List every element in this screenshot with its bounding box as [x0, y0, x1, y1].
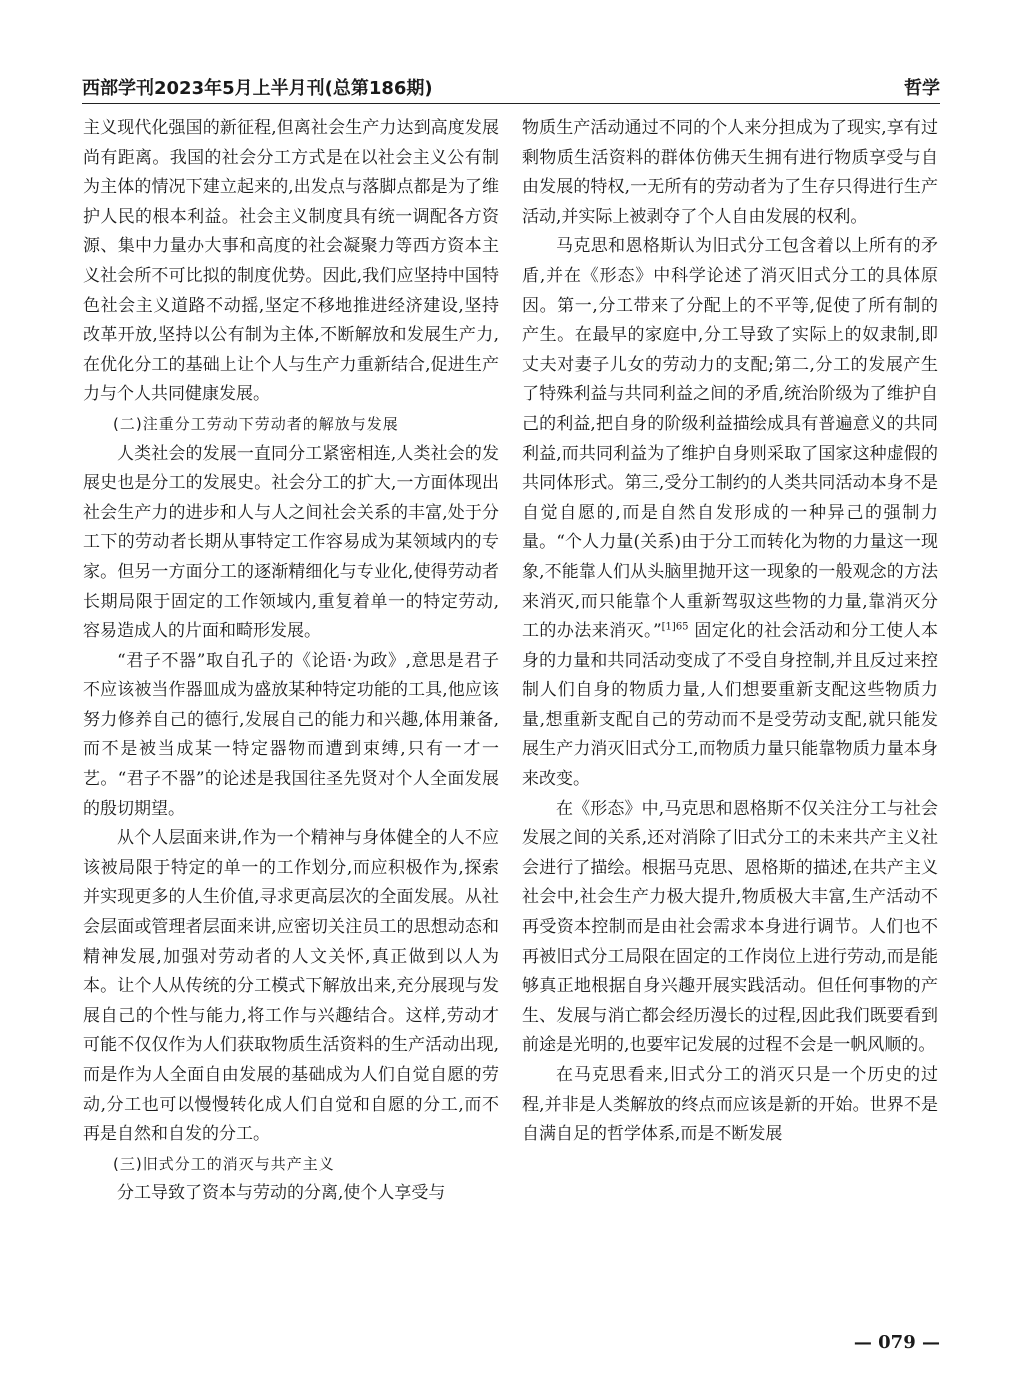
paragraph: 从个人层面来讲,作为一个精神与身体健全的人不应该被局限于特定的单一的工作划分,而应积极作为,探索并实现更多的人生价值,寻求更高层次的全面发展。从社会层面或管理者层面来讲,应密切关注员工的思想动态和精神发展,加强对劳动者的人文关怀,真正做到以人为本。让个人从传统的分工模式下解放出来,充分展现与发展自己的个性与能力,将工作与兴趣结合。这样,劳动才可能不仅仅作为人们获取物质生活资料的生产活动出现,而是作为人全面自由发展的基础成为人们自觉自愿的劳动,分工也可以慢慢转化成人们自觉和自愿的分工,而不再是自然和自发的分工。: [83, 828, 499, 1145]
paragraph: “君子不器”取自孔子的《论语·为政》,意思是君子不应该被当作器皿成为盛放某种特定功能的工具,他应该努力修养自己的德行,发展自己的能力和兴趣,体用兼备,而不是被当成某一特定器物而遭到束缚,只有一才一艺。“君子不器”的论述是我国往圣先贤对个人全面发展的殷切期望。: [83, 650, 499, 819]
paragraph: 分工导致了资本与劳动的分离,使个人享受与: [117, 1183, 446, 1204]
paragraph-text: 马克思和恩格斯认为旧式分工包含着以上所有的矛盾,并在《形态》中科学论述了消灭旧式分工的具体原因。第一,分工带来了分配上的不平等,促使了所有制的产生。在最早的家庭中,分工导致了实际上的奴隶制,即丈夫对妻子儿女的劳动力的支配;第二,分工的发展产生了特殊利益与共同利益之间的矛盾,统治阶级为了维护自己的利益,把自身的阶级利益描绘成具有普遍意义的共同利益,而共同利益为了维护自身则采取了国家这种虚假的共同体形式。第三,受分工制约的人类共同活动本身不是自觉自愿的,而是自然自发形成的一种异己的强制力量。“个人力量(关系)由于分工而转化为物的力量这一现象,不能靠人们从头脑里抛开这一现象的一般观念的方法来消灭,而只能靠个人重新驾驭这些物的力量,靠消灭分工的办法来消灭。”: [522, 236, 938, 642]
paragraph-text: 固定化的社会活动和分工使人本身的力量和共同活动变成了不受自身控制,并且反过来控制人们自身的物质力量,人们想要重新支配这些物质力量,想重新支配自己的劳动而不是受劳动支配,就只能发展生产力消灭旧式分工,而物质力量只能靠物质力量本身来改变。: [522, 621, 938, 790]
left-column: [83, 114, 499, 1209]
journal-title: 西部学刊2023年5月上半月刊(总第186期): [82, 78, 433, 99]
header-rule: [82, 103, 940, 104]
running-header: [82, 72, 940, 100]
right-column: [522, 114, 938, 1150]
section-label: 哲学: [904, 78, 940, 99]
paragraph: [522, 232, 938, 794]
section-heading: (三)旧式分工的消灭与共产主义: [113, 1154, 335, 1173]
page-number: — 079 —: [853, 1332, 940, 1353]
section-heading: (二)注重分工劳动下劳动者的解放与发展: [113, 414, 399, 433]
paragraph: 在《形态》中,马克思和恩格斯不仅关注分工与社会发展之间的关系,还对消除了旧式分工的未来共产主义社会进行了描绘。根据马克思、恩格斯的描述,在共产主义社会中,社会生产力极大提升,物质极大丰富,生产活动不再受资本控制而是由社会需求本身进行调节。人们也不再被旧式分工局限在固定的工作岗位上进行劳动,而是能够真正地根据自身兴趣开展实践活动。但任何事物的产生、发展与消亡都会经历漫长的过程,因此我们既要看到前途是光明的,也要牢记发展的过程不会是一帆风顺的。: [522, 798, 938, 1056]
paragraph: 在马克思看来,旧式分工的消灭只是一个历史的过程,并非是人类解放的终点而应该是新的开始。世界不是自满自足的哲学体系,而是不断发展: [522, 1065, 938, 1145]
citation: [1]65: [661, 621, 689, 633]
paragraph: 物质生产活动通过不同的个人来分担成为了现实,享有过剩物质生活资料的群体仿佛天生拥有进行物质享受与自由发展的特权,一无所有的劳动者为了生存只得进行生产活动,并实际上被剥夺了个人自由发展的权利。: [522, 118, 938, 227]
paragraph: 主义现代化强国的新征程,但离社会生产力达到高度发展尚有距离。我国的社会分工方式是在以社会主义公有制为主体的情况下建立起来的,出发点与落脚点都是为了维护人民的根本利益。社会主义制度具有统一调配各方资源、集中力量办大事和高度的社会凝聚力等西方资本主义社会所不可比拟的制度优势。因此,我们应坚持中国特色社会主义道路不动摇,坚定不移地推进经济建设,坚持改革开放,坚持以公有制为主体,不断解放和发展生产力,在优化分工的基础上让个人与生产力重新结合,促进生产力与个人共同健康发展。: [83, 118, 499, 405]
paragraph: 人类社会的发展一直同分工紧密相连,人类社会的发展史也是分工的发展史。社会分工的扩大,一方面体现出社会生产力的进步和人与人之间社会关系的丰富,处于分工下的劳动者长期从事特定工作容易成为某领域内的专家。但另一方面分工的逐渐精细化与专业化,使得劳动者长期局限于固定的工作领域内,重复着单一的特定劳动,容易造成人的片面和畸形发展。: [83, 443, 499, 642]
